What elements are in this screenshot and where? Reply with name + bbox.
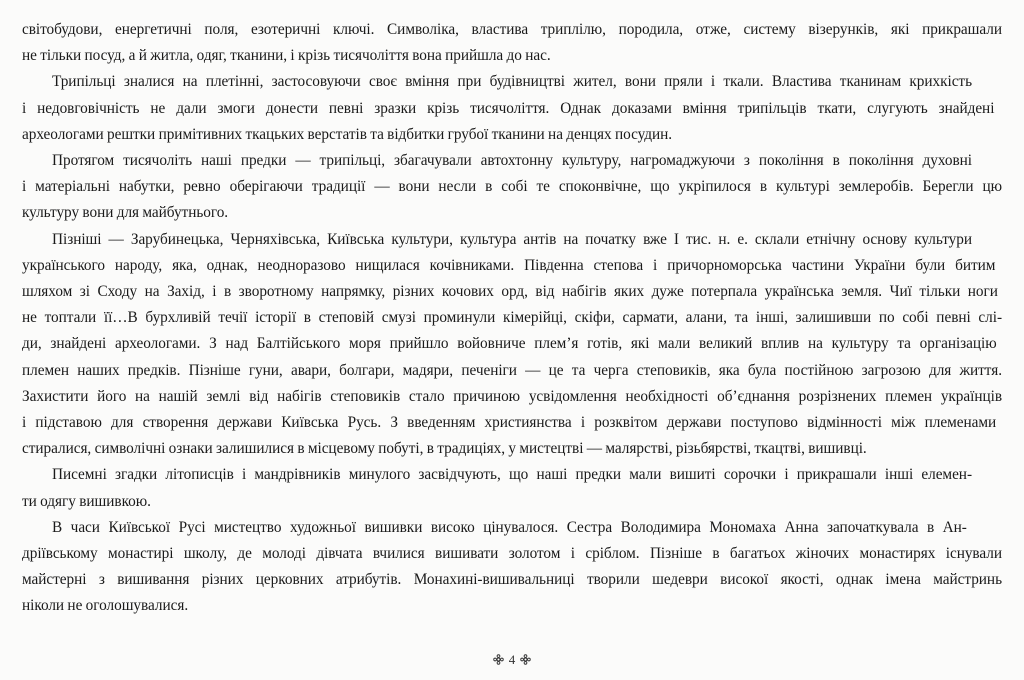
text-line: ди, знайдені археологами. З над Балтійського моря прийшло войовниче плем’я готів, які мали великий вплив на культуру та організацію <box>22 335 997 353</box>
page-footer <box>0 652 1024 668</box>
text-line: стиралися, символічні ознаки залишилися в місцевому побуті, в традиціях, у мистецтві — малярстві, різьбярстві, ткацтві, вишивці. <box>22 440 867 458</box>
text-line: Захистити його на нашій землі від набігів степовиків стало причиною усвідомлення необхідності об’єднання розрізнених племен українців <box>22 387 1002 405</box>
body-text <box>22 17 1002 620</box>
text-line: не топтали її…В бурхливій течії історії в степовій смузі проминули кімерійці, скіфи, сармати, алани, та інші, залишивши по собі певні слі- <box>22 309 1002 327</box>
flower-ornament-icon <box>520 653 531 664</box>
text-line: культуру вони для майбутнього. <box>22 204 229 222</box>
text-line: Протягом тисячоліть наші предки — трипільці, збагачували автохтонну культуру, нагромаджуючи з покоління в покоління духовні <box>52 152 972 170</box>
paragraph <box>22 69 1002 148</box>
paragraph <box>22 227 1002 463</box>
text-line: В часи Київської Русі мистецтво художньої вишивки високо цінувалося. Сестра Володимира Мономаха Анна започаткувала в Ан- <box>52 518 967 536</box>
text-line: ніколи не оголошувалися. <box>22 597 189 615</box>
text-line: не тільки посуд, а й житла, одяг, тканини, і крізь тисячоліття вона прийшла до нас. <box>22 47 551 65</box>
text-line: археологами рештки примітивних ткацьких верстатів та відбитки грубої тканини на денцях посудин. <box>22 125 673 143</box>
text-line: українського народу, яка, однак, неодноразово нищилася кочівниками. Південна степова і причорноморська частини України були битим <box>22 256 996 274</box>
paragraph <box>22 462 1002 514</box>
text-line: і недовговічність не дали змоги донести певні зразки крізь тисячоліття. Однак доказами вміння трипільців ткати, слугують знайдені <box>22 99 995 117</box>
page-number: 4 <box>508 652 516 667</box>
text-line: майстерні з вишивання різних церковних атрибутів. Монахині-вишивальниці творили шедеври високої якості, однак імена майстринь <box>22 571 1002 589</box>
text-line: і підставою для створення держави Київська Русь. З введенням християнства і розквітом держави поступово відмінності між племенами <box>22 414 997 432</box>
paragraph <box>22 17 1002 69</box>
paragraph <box>22 148 1002 227</box>
text-line: і матеріальні набутки, ревно оберігаючи традиції — вони несли в собі те споконвічне, що укріпилося в культурі землеробів. Берегли цю <box>22 178 1002 196</box>
text-line: племен наших предків. Пізніше гуни, авари, болгари, мадяри, печеніги — це та черга степовиків, яка була постійною загрозою для життя. <box>22 361 1002 379</box>
text-line: світобудови, енергетичні поля, езотеричні ключі. Символіка, властива триплілю, породила, отже, систему візерунків, які прикрашали <box>22 21 1002 38</box>
text-line: ти одягу вишивкою. <box>22 492 151 510</box>
text-line: Трипільці зналися на плетінні, застосовуючи своє вміння при будівництві жител, вони пряли і ткали. Властива тканинам крихкість <box>52 73 972 91</box>
text-line: Пізніші — Зарубинецька, Черняхівська, Київська культури, культура антів на початку вже I тис. н. е. склали етнічну основу культури <box>52 230 972 248</box>
text-line: Писемні згадки літописців і мандрівників минулого засвідчують, що наші предки мали вишиті сорочки і прикрашали інші елемен- <box>52 466 972 484</box>
text-line: шляхом зі Сходу на Захід, і в зворотному напрямку, різних кочових орд, від набігів яких дуже потерпала українська земля. Чиї тільки ноги <box>22 283 998 301</box>
flower-ornament-icon <box>493 653 504 664</box>
text-line: дріївському монастирі школу, де молоді дівчата вчилися вишивати золотом і сріблом. Пізніше в багатьох жіночих монастирях існували <box>22 545 1002 563</box>
paragraph <box>22 515 1002 620</box>
